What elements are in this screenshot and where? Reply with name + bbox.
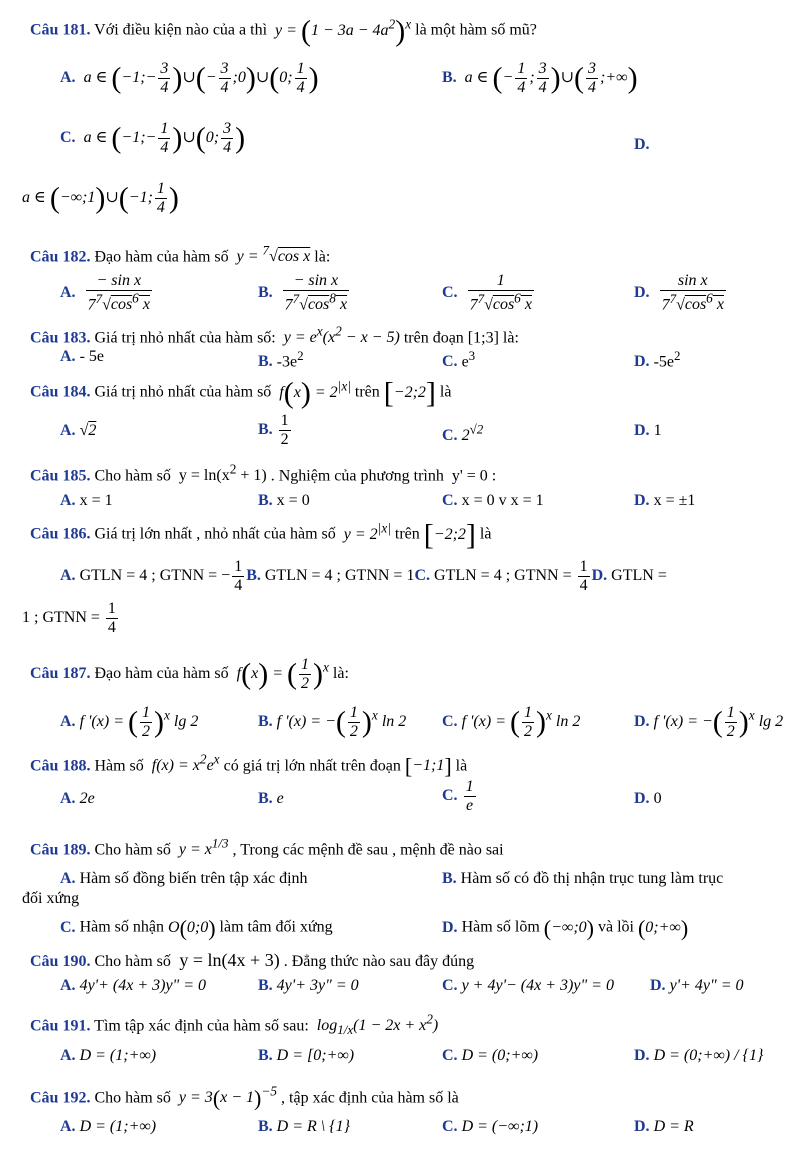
question-text-end: là: bbox=[332, 665, 349, 683]
question-190 bbox=[30, 950, 474, 971]
question-185 bbox=[30, 462, 496, 485]
option-value: x = ±1 bbox=[653, 492, 696, 509]
option-label: C. bbox=[442, 1118, 458, 1135]
question-text-mid: . Nghiệm của phương trình bbox=[270, 467, 444, 485]
question-189 bbox=[30, 836, 504, 859]
option-d[interactable]: D. f '(x) = −( $\frac{1}{2}$ )$^x$ lg 2 bbox=[634, 704, 784, 740]
question-number: Câu 190. bbox=[30, 953, 91, 970]
question-text: Giá trị nhỏ nhất của hàm số: bbox=[94, 329, 276, 347]
option-b[interactable]: B. $-3e^2$ bbox=[258, 348, 304, 371]
question-text: Đạo hàm của hàm số bbox=[94, 665, 229, 683]
question-182 bbox=[30, 243, 330, 266]
formula: $\log_{1/x}(1 - 2x + x^2)$ bbox=[312, 1012, 439, 1038]
option-c[interactable]: C. Hàm số nhận O(0;0) làm tâm đối xứng bbox=[60, 915, 333, 940]
option-label: C. bbox=[442, 787, 458, 805]
option-value: e bbox=[461, 353, 469, 371]
option-a[interactable]: A. D = (1;+∞) bbox=[60, 1118, 157, 1135]
option-label: B. bbox=[258, 790, 273, 807]
option-formula: a ∈ (−1;− $\frac{3}{4}$ )∪(− $\frac{3}{4}$ ;0)∪(0; $\frac{1}{4}$ ) bbox=[83, 60, 319, 96]
question-text: Cho hàm số bbox=[94, 841, 171, 859]
option-label: C. bbox=[442, 492, 458, 509]
option-value: - 5e bbox=[79, 348, 104, 365]
interval: [−1;1] bbox=[404, 753, 452, 779]
option-c[interactable] bbox=[60, 120, 245, 157]
option-d-formula: a ∈ (−∞;1)∪(−1; $\frac{1}{4}$ ) bbox=[22, 180, 179, 216]
option-label: D. bbox=[634, 353, 650, 371]
option-d[interactable] bbox=[634, 492, 695, 510]
option-value: Hàm số có đồ thị nhận trục tung làm trục bbox=[460, 870, 724, 887]
formula: f(x) = ( $\frac{1}{2}$ )$^x$ bbox=[232, 656, 329, 692]
option-value: -3e bbox=[276, 353, 298, 371]
option-label: C. bbox=[442, 1047, 458, 1064]
question-number: Câu 185. bbox=[30, 467, 91, 485]
option-b[interactable]: B. f '(x) = −( $\frac{1}{2}$ )$^x$ ln 2 bbox=[258, 704, 407, 740]
option-value: Hàm số lõm bbox=[461, 918, 540, 936]
option-d[interactable] bbox=[634, 136, 654, 154]
option-label: D. bbox=[634, 492, 650, 509]
option-value: Hàm số nhận bbox=[79, 918, 164, 936]
option-value: e bbox=[276, 790, 284, 807]
question-188 bbox=[30, 752, 467, 778]
option-value: 0 bbox=[653, 790, 662, 807]
option-formula: a ∈ (−1;− $\frac{1}{4}$ )∪(0; $\frac{3}{4}$ ) bbox=[83, 120, 246, 156]
question-number: Câu 188. bbox=[30, 757, 91, 775]
option-a[interactable] bbox=[60, 492, 113, 510]
option-d[interactable]: D. y'+ 4y" = 0 bbox=[650, 977, 744, 994]
option-b[interactable]: B. $\frac{\text{− sin x}}{7^7√\cos^8 x}$ bbox=[258, 272, 348, 313]
option-label: A. bbox=[60, 870, 76, 887]
formula: $f(x) = x^2e^x$ bbox=[147, 752, 220, 775]
question-text-end: , Trong các mệnh đề sau , mệnh đề nào sai bbox=[232, 841, 504, 859]
option-a[interactable]: A. 4y'+ (4x + 3)y" = 0 bbox=[60, 977, 207, 994]
option-d[interactable] bbox=[634, 422, 662, 440]
option-c[interactable]: C. $\frac{1}{7^7√\cos^6 x}$ bbox=[442, 272, 532, 313]
option-label: B. bbox=[258, 1118, 273, 1135]
question-number: Câu 184. bbox=[30, 383, 91, 401]
formula: $y = (1 - 3a - 4a^2)^x$ bbox=[271, 14, 412, 47]
option-value: GTLN = 4 ; GTNN = 1 bbox=[264, 567, 415, 585]
question-text-end: là bbox=[479, 525, 492, 543]
option-label: A. bbox=[60, 69, 76, 87]
option-value: x = 0 v x = 1 bbox=[461, 492, 544, 509]
question-text: Hàm số bbox=[94, 757, 144, 775]
option-label: C. bbox=[442, 283, 458, 301]
option-c[interactable]: C. y + 4y'− (4x + 3)y" = 0 bbox=[442, 977, 614, 994]
question-184 bbox=[30, 378, 451, 408]
option-d[interactable] bbox=[634, 790, 662, 808]
question-text: Cho hàm số bbox=[94, 1089, 171, 1107]
option-b[interactable] bbox=[258, 790, 284, 808]
question-text-end: là một hàm số mũ? bbox=[415, 21, 537, 39]
question-183 bbox=[30, 324, 519, 347]
option-label: B. bbox=[246, 567, 261, 585]
question-text-end: là: bbox=[314, 248, 331, 266]
option-value: -5e bbox=[653, 353, 674, 371]
question-number: Câu 181. bbox=[30, 21, 91, 39]
option-value-end: làm tâm đối xứng bbox=[219, 918, 333, 936]
option-b-cont bbox=[22, 890, 79, 908]
option-label: C. bbox=[442, 977, 458, 994]
question-number: Câu 182. bbox=[30, 248, 91, 266]
question-number: Câu 189. bbox=[30, 841, 91, 859]
question-text: Đạo hàm của hàm số bbox=[94, 248, 229, 266]
option-value: GTLN = 4 ; GTNN = bbox=[79, 567, 218, 585]
question-number: Câu 187. bbox=[30, 665, 91, 683]
option-label: D. bbox=[634, 1047, 650, 1064]
option-value: GTLN = 4 ; GTNN = bbox=[434, 567, 572, 585]
question-text-end: trên đoạn [1;3] là: bbox=[403, 329, 519, 347]
question-181 bbox=[30, 16, 537, 46]
option-label: A. bbox=[60, 1047, 76, 1064]
option-value: GTLN = bbox=[611, 567, 667, 585]
formula: y = $^7$√cos x bbox=[232, 243, 311, 266]
question-text: Cho hàm số bbox=[94, 953, 171, 970]
option-c[interactable]: C. $2^{√2}$ bbox=[442, 422, 484, 445]
option-label: D. bbox=[634, 136, 650, 153]
question-text: Giá trị nhỏ nhất của hàm số bbox=[94, 383, 272, 401]
option-label: A. bbox=[60, 283, 76, 301]
option-c[interactable] bbox=[442, 492, 544, 510]
option-label: A. bbox=[60, 790, 76, 807]
option-label: B. bbox=[258, 353, 273, 371]
option-label: D. bbox=[634, 422, 650, 439]
option-label: B. bbox=[442, 870, 457, 887]
option-label: A. bbox=[60, 567, 76, 585]
option-label: C. bbox=[60, 918, 76, 936]
option-b[interactable] bbox=[442, 870, 723, 888]
option-label: D. bbox=[634, 1118, 650, 1135]
option-c[interactable]: C. D = (0;+∞) bbox=[442, 1047, 539, 1064]
option-label: D. bbox=[634, 283, 650, 301]
option-label: D. bbox=[634, 790, 650, 807]
question-number: Câu 183. bbox=[30, 329, 91, 347]
option-label: A. bbox=[60, 492, 76, 509]
option-label: B. bbox=[258, 977, 273, 994]
option-label: C. bbox=[60, 129, 76, 147]
option-a[interactable]: A. GTLN = 4 ; GTNN = − $\frac{1}{4}$ bbox=[60, 558, 243, 594]
option-label: D. bbox=[650, 977, 666, 994]
option-b[interactable] bbox=[246, 567, 414, 584]
option-d[interactable] bbox=[592, 567, 667, 584]
option-a[interactable] bbox=[60, 60, 319, 97]
option-label: D. bbox=[634, 713, 650, 731]
option-d[interactable]: D. D = (0;+∞) / {1} bbox=[634, 1047, 764, 1064]
option-label: C. bbox=[442, 713, 458, 731]
question-number: Câu 192. bbox=[30, 1089, 91, 1107]
question-text-end: là bbox=[455, 757, 468, 775]
option-value: 2e bbox=[79, 790, 95, 807]
option-label: A. bbox=[60, 713, 76, 731]
option-label: B. bbox=[258, 492, 273, 509]
option-label: D. bbox=[591, 567, 608, 585]
option-label: B. bbox=[258, 1047, 273, 1064]
question-text-mid: trên bbox=[354, 383, 380, 401]
question-text: Tìm tập xác định của hàm số sau: bbox=[94, 1017, 309, 1035]
option-d[interactable]: D. Hàm số lõm (−∞;0) và lồi (0;+∞) bbox=[442, 915, 689, 940]
option-value: đối xứng bbox=[22, 890, 80, 907]
formula: $y = 2^{|x|}$ bbox=[339, 520, 391, 543]
option-c[interactable]: C. $e^3$ bbox=[442, 348, 476, 371]
option-label: B. bbox=[442, 69, 457, 87]
option-value: 1 bbox=[653, 422, 662, 439]
option-label: A. bbox=[60, 422, 76, 439]
option-c[interactable]: C. GTLN = 4 ; GTNN = $\frac{1}{4}$ bbox=[414, 558, 588, 594]
option-a[interactable] bbox=[60, 870, 308, 888]
option-b[interactable]: B. D = [0;+∞) bbox=[258, 1047, 355, 1064]
option-a[interactable]: A. D = (1;+∞) bbox=[60, 1047, 157, 1064]
option-value-end: và lồi bbox=[597, 918, 634, 936]
option-a[interactable]: A. √2 bbox=[60, 422, 97, 439]
options-row bbox=[60, 558, 667, 595]
question-191 bbox=[30, 1012, 438, 1039]
option-b[interactable] bbox=[442, 60, 638, 97]
question-text-end: là bbox=[439, 383, 452, 401]
formula-eq: y' = 0 : bbox=[447, 467, 497, 485]
question-text-mid: có giá trị lớn nhất trên đoạn bbox=[223, 757, 401, 775]
option-c[interactable]: C. $\frac{1}{e}$ bbox=[442, 778, 474, 814]
option-value: 1 ; GTNN = bbox=[22, 609, 100, 627]
interval: [−2;2] bbox=[383, 376, 436, 409]
option-c[interactable]: C. f '(x) = ( $\frac{1}{2}$ )$^x$ ln 2 bbox=[442, 704, 581, 740]
question-192 bbox=[30, 1084, 459, 1110]
option-d[interactable]: D. D = R bbox=[634, 1118, 694, 1135]
question-text: Giá trị lớn nhất , nhỏ nhất của hàm số bbox=[94, 525, 336, 543]
formula: $f(x) = 2^{|x|}$ bbox=[275, 376, 351, 409]
question-text-mid: trên bbox=[394, 525, 420, 543]
option-label: B. bbox=[258, 713, 273, 731]
option-b[interactable]: B. 4y'+ 3y" = 0 bbox=[258, 977, 359, 994]
question-186 bbox=[30, 520, 491, 550]
option-formula: a ∈ (− $\frac{1}{4}$ ; $\frac{3}{4}$ )∪( $\frac{3}{4}$ ;+∞) bbox=[464, 60, 638, 96]
formula: $y = \ln(x^2 + 1)$ bbox=[174, 462, 267, 485]
question-187 bbox=[30, 656, 349, 693]
option-label: A. bbox=[60, 1118, 76, 1135]
question-text: Với điều kiện nào của a thì bbox=[94, 21, 268, 39]
option-label: C. bbox=[442, 353, 458, 371]
option-d[interactable]: D. $\frac{\text{sin x}}{7^7√\cos^6 x}$ bbox=[634, 272, 724, 313]
option-c[interactable]: C. D = (−∞;1) bbox=[442, 1118, 539, 1135]
option-d-cont: 1 ; GTNN = $\frac{1}{4}$ bbox=[22, 600, 116, 636]
formula: $y = x^{1/3}$ bbox=[174, 836, 229, 859]
formula: $y = e^x(x^2 - x - 5)$ bbox=[279, 324, 400, 347]
formula: y = ln(4x + 3) bbox=[174, 950, 280, 970]
option-b[interactable]: B. $\frac{1}{2}$ bbox=[258, 412, 289, 448]
option-label: B. bbox=[258, 283, 273, 301]
option-label: A. bbox=[60, 348, 76, 365]
option-label: B. bbox=[258, 421, 273, 439]
option-b[interactable]: B. D = R \ {1} bbox=[258, 1118, 351, 1135]
question-text: Cho hàm số bbox=[94, 467, 171, 485]
question-text-end: . Đẳng thức nào sau đây đúng bbox=[283, 953, 475, 970]
option-a[interactable]: A. f '(x) = ( $\frac{1}{2}$ )$^x$ lg 2 bbox=[60, 704, 199, 740]
option-label: A. bbox=[60, 977, 76, 994]
option-label: C. bbox=[414, 567, 431, 585]
option-value: Hàm số đồng biến trên tập xác định bbox=[79, 870, 308, 887]
option-b[interactable] bbox=[258, 492, 310, 510]
question-number: Câu 186. bbox=[30, 525, 91, 543]
option-a[interactable]: A. $\frac{\text{− sin x}}{7^7√\cos^6 x}$ bbox=[60, 272, 150, 313]
option-label: C. bbox=[442, 427, 458, 445]
option-label: D. bbox=[442, 918, 458, 936]
option-value: x = 0 bbox=[276, 492, 310, 509]
option-a[interactable] bbox=[60, 790, 95, 808]
interval: [−2;2] bbox=[423, 518, 476, 551]
question-number: Câu 191. bbox=[30, 1017, 91, 1035]
option-d[interactable]: D. $-5e^2$ bbox=[634, 348, 681, 371]
formula: $y = 3(x - 1)^{-5}$ bbox=[174, 1084, 278, 1111]
option-a[interactable] bbox=[60, 348, 104, 366]
option-value: x = 1 bbox=[79, 492, 113, 509]
question-text-end: , tập xác định của hàm số là bbox=[281, 1089, 459, 1107]
